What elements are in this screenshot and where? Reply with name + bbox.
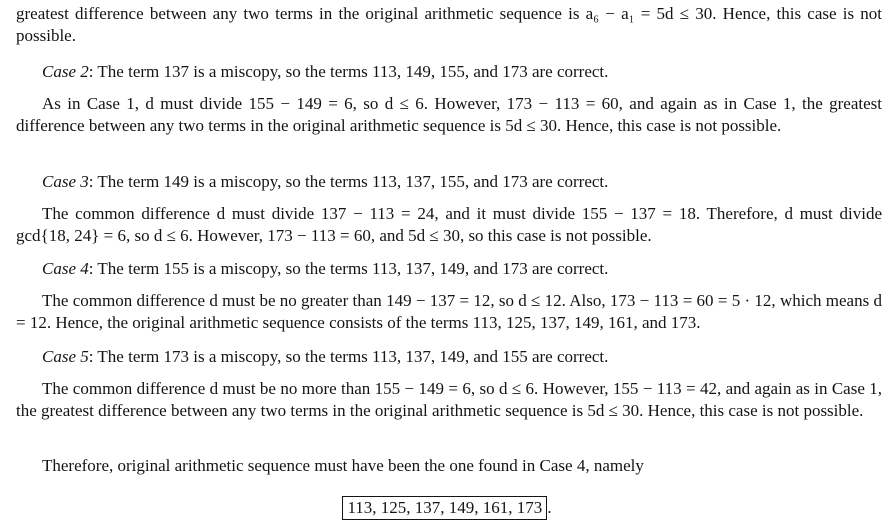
case-label: Case 3 bbox=[42, 172, 89, 191]
case-label: Case 5 bbox=[42, 347, 89, 366]
case-text: : The term 173 is a miscopy, so the terms 113, 137, 149, and 155 are correct. bbox=[88, 347, 609, 366]
case-4-heading bbox=[42, 258, 882, 280]
final-answer bbox=[0, 496, 894, 520]
boxed-answer: 113, 125, 137, 149, 161, 173 bbox=[342, 496, 547, 520]
case-label: Case 2 bbox=[42, 62, 89, 81]
case-text: : The term 149 is a miscopy, so the terms 113, 137, 155, and 173 are correct. bbox=[88, 172, 609, 191]
case-3-heading bbox=[42, 171, 882, 193]
paragraph-conclusion: Therefore, original arithmetic sequence must have been the one found in Case 4, namely bbox=[42, 456, 644, 475]
paragraph-case4-analysis: The common difference d must be no greater than 149 − 137 = 12, so d ≤ 12. Also, 173 − 113 = 60 = 5 · 12, which means d = 12. Hence, the original arithmetic sequence consists of the terms 113, 125, 137, 149, 161, and 173. bbox=[16, 291, 882, 332]
paragraph-case3-analysis: The common difference d must divide 137 − 113 = 24, and it must divide 155 − 137 = 18. Therefore, d must divide gcd{18, 24} = 6, so d ≤ 6. However, 173 − 113 = 60, and 5d ≤ 30, so this case is not possible. bbox=[16, 204, 882, 245]
case-text: : The term 155 is a miscopy, so the terms 113, 137, 149, and 173 are correct. bbox=[88, 259, 609, 278]
paragraph-case1-conclusion: greatest difference between any two terms in the original arithmetic sequence is a₆ − a₁ = 5d ≤ 30. Hence, this case is not possible. bbox=[16, 4, 882, 45]
paragraph-case2-analysis: As in Case 1, d must divide 155 − 149 = 6, so d ≤ 6. However, 173 − 113 = 60, and again as in Case 1, the greatest difference between any two terms in the original arithmetic sequence is 5d ≤ 30. Hence, this case is not possible. bbox=[16, 94, 882, 135]
case-5-heading bbox=[42, 346, 882, 368]
answer-period: . bbox=[547, 498, 552, 517]
case-text: : The term 137 is a miscopy, so the terms 113, 149, 155, and 173 are correct. bbox=[88, 62, 609, 81]
paragraph-case5-analysis: The common difference d must be no more than 155 − 149 = 6, so d ≤ 6. However, 155 − 113 = 42, and again as in Case 1, the greatest difference between any two terms in the original arithmetic sequence is 5d ≤ 30. Hence, this case is not possible. bbox=[16, 379, 882, 420]
case-label: Case 4 bbox=[42, 259, 89, 278]
case-2-heading bbox=[42, 61, 882, 83]
